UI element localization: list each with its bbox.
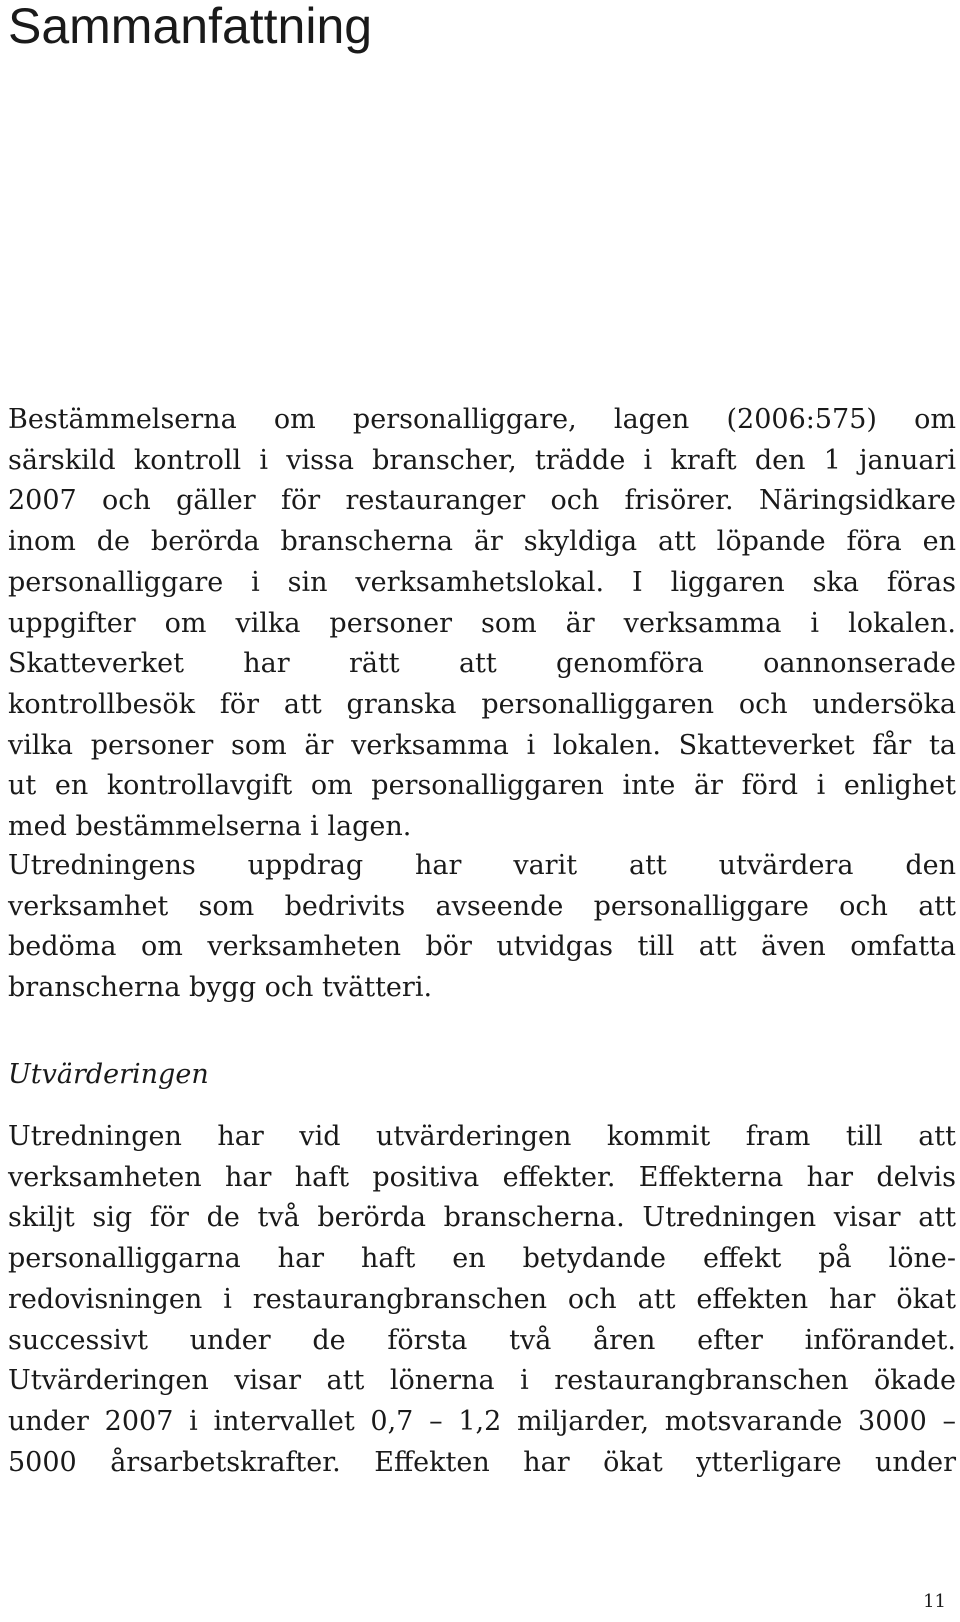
text-line: Bestämmelserna om personalliggare, lagen (2006:575) om: [8, 404, 956, 435]
text-line: vilka personer som är verksamma i lokalen. Skatteverket får ta: [8, 729, 956, 761]
text-line: verksamheten har haft positiva effekter. Effekterna har delvis: [8, 1161, 956, 1193]
text-line: uppgifter om vilka personer som är verksamma i lokalen.: [8, 607, 956, 639]
purpose-paragraph: [8, 846, 956, 1009]
text-line: verksamhet som bedrivits avseende personalliggare och att: [8, 890, 956, 922]
page-number: 11: [923, 1591, 946, 1612]
text-line: Utredningen har vid utvärderingen kommit fram till att: [8, 1121, 956, 1152]
text-line: Utvärderingen visar att lönerna i restaurangbranschen ökade: [8, 1365, 956, 1397]
text-line: 5000 årsarbetskrafter. Effekten har ökat ytterligare under: [8, 1446, 956, 1478]
section-heading: Utvärderingen: [8, 1059, 209, 1090]
text-line: ut en kontrollavgift om personalliggaren inte är förd i enlighet: [8, 770, 956, 802]
text-line: kontrollbesök för att granska personalliggaren och undersöka: [8, 688, 956, 720]
text-line: successivt under de första två åren efter införandet.: [8, 1324, 956, 1356]
evaluation-paragraph: [8, 1117, 956, 1483]
text-line: med bestämmelserna i lagen.: [8, 811, 412, 843]
text-line: Utredningens uppdrag har varit att utvärdera den: [8, 850, 956, 881]
text-line: Skatteverket har rätt att genomföra oannonserade: [8, 648, 956, 680]
intro-paragraph: [8, 400, 956, 848]
text-line: inom de berörda branscherna är skyldiga att löpande föra en: [8, 526, 956, 558]
text-line: branscherna bygg och tvätteri.: [8, 972, 433, 1004]
text-line: 2007 och gäller för restauranger och frisörer. Näringsidkare: [8, 485, 956, 517]
text-line: personalliggare i sin verksamhetslokal. I liggaren ska föras: [8, 566, 956, 598]
text-line: personalliggarna har haft en betydande effekt på löne-: [8, 1243, 956, 1275]
text-line: bedöma om verksamheten bör utvidgas till att även omfatta: [8, 931, 956, 963]
text-line: särskild kontroll i vissa branscher, trädde i kraft den 1 januari: [8, 444, 956, 476]
text-line: under 2007 i intervallet 0,7 – 1,2 miljarder, motsvarande 3000 –: [8, 1405, 956, 1437]
text-line: skiljt sig för de två berörda branscherna. Utredningen visar att: [8, 1202, 956, 1234]
page-title: Sammanfattning: [8, 0, 373, 54]
text-line: redovisningen i restaurangbranschen och att effekten har ökat: [8, 1283, 956, 1315]
